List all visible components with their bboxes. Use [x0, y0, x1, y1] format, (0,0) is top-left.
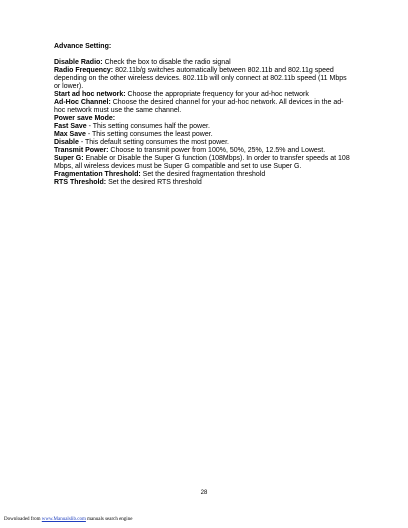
page-number: 28	[200, 490, 208, 496]
setting-description: Choose the desired channel for your ad-hoc network. All devices in the ad-hoc network must use the same channel.	[54, 99, 344, 114]
setting-super-g	[54, 155, 354, 171]
setting-term: Disable Radio:	[54, 59, 103, 66]
setting-description: Set the desired RTS threshold	[106, 179, 202, 186]
setting-term: Super G:	[54, 155, 84, 162]
setting-term: Fragmentation Threshold:	[54, 171, 141, 178]
setting-description: Choose to transmit power from 100%, 50%, 25%, 12.5% and Lowest.	[108, 147, 326, 154]
settings-list	[54, 59, 354, 187]
setting-term: Transmit Power:	[54, 147, 109, 154]
setting-start-ad-hoc	[54, 91, 354, 99]
setting-rts-threshold	[54, 179, 354, 187]
setting-disable-radio	[54, 59, 354, 67]
document-body	[54, 43, 354, 187]
footer-prefix: Downloaded from	[4, 517, 42, 522]
footer-suffix: manuals search engine	[85, 517, 133, 522]
setting-term: Fast Save	[54, 123, 87, 130]
setting-power-save-mode	[54, 115, 354, 123]
setting-description: 802.11b/g switches automatically between 802.11b and 802.11g speed depending on the other wireless devices. 802.11b will only connect at 802.11b speed (11 Mbps or lower).	[54, 67, 347, 90]
footer-note	[4, 517, 132, 522]
setting-fast-save	[54, 123, 354, 131]
setting-term: Start ad hoc network:	[54, 91, 126, 98]
setting-description: Check the box to disable the radio signal	[102, 59, 231, 66]
setting-term: Ad-Hoc Channel:	[54, 99, 111, 106]
setting-term: RTS Threshold:	[54, 179, 107, 186]
setting-description: - This default setting consumes the most power.	[78, 139, 229, 146]
setting-description: - This setting consumes the least power.	[85, 131, 213, 138]
setting-term: Max Save	[54, 131, 86, 138]
setting-ad-hoc-channel	[54, 99, 354, 115]
setting-term: Power save Mode:	[54, 115, 116, 122]
section-heading: Advance Setting:	[54, 43, 112, 50]
setting-transmit-power	[54, 147, 354, 155]
setting-description: - This setting consumes half the power.	[86, 123, 210, 130]
setting-fragmentation-threshold	[54, 171, 354, 179]
setting-term: Disable	[54, 139, 79, 146]
setting-term: Radio Frequency:	[54, 67, 114, 74]
footer-link[interactable]: www.Manualslib.com	[41, 517, 86, 522]
setting-radio-frequency	[54, 67, 354, 91]
setting-description: Set the desired fragmentation threshold	[140, 171, 266, 178]
setting-description: Choose the appropriate frequency for your ad-hoc network	[125, 91, 309, 98]
setting-max-save	[54, 131, 354, 139]
setting-description: Enable or Disable the Super G function (108Mbps). In order to transfer speeds at 108 Mbps, all wireless devices must be Super G compatible and set to use Super G.	[54, 155, 350, 170]
setting-disable	[54, 139, 354, 147]
